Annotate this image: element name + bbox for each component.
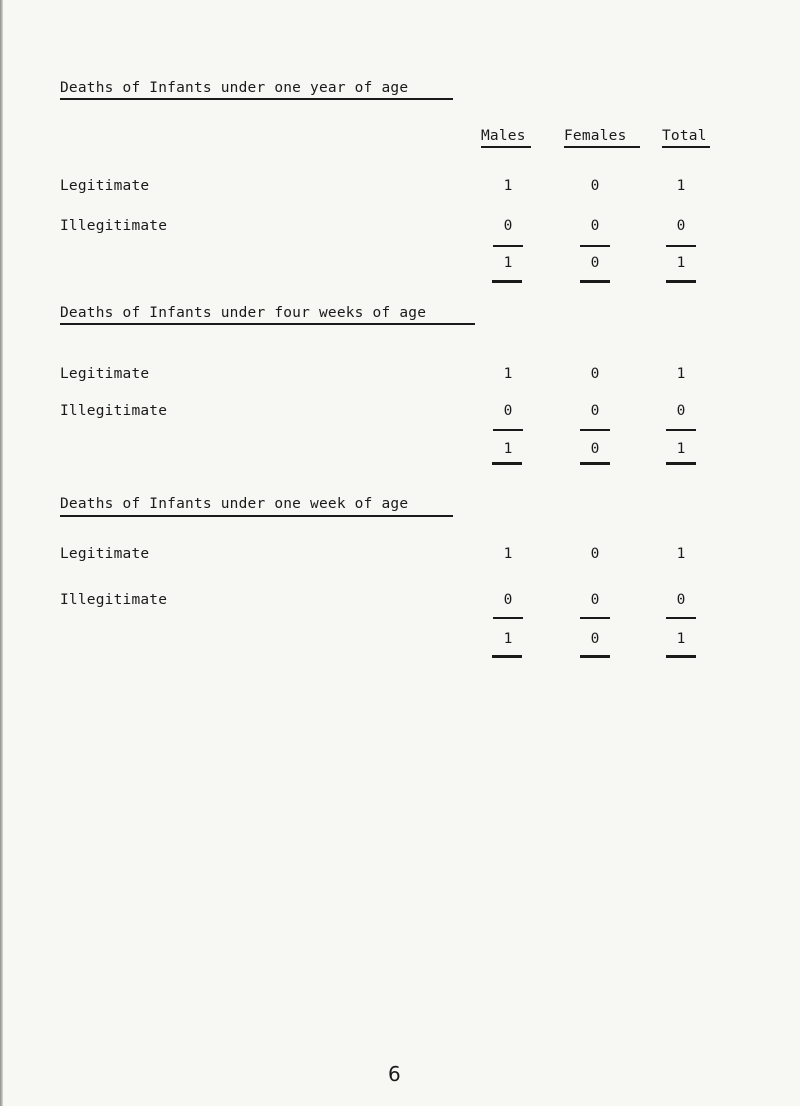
column-header-males: Males (481, 128, 526, 144)
total-rule (666, 462, 696, 465)
row-label: Legitimate (60, 366, 150, 382)
total-value-females: 0 (590, 255, 600, 271)
subtotal-rule (493, 429, 523, 431)
total-value-females: 0 (590, 631, 600, 647)
subtotal-rule (493, 617, 523, 619)
row-value-total: 1 (676, 178, 686, 194)
total-value-total: 1 (676, 441, 686, 457)
total-value-total: 1 (676, 255, 686, 271)
row-value-males: 0 (503, 592, 513, 608)
subtotal-rule (580, 245, 610, 247)
section-title: Deaths of Infants under one year of age (60, 80, 409, 96)
total-rule (666, 280, 696, 283)
row-value-total: 0 (676, 592, 686, 608)
column-header-males-underline (481, 146, 531, 148)
section-title-underline (60, 98, 453, 100)
section-title-underline (60, 515, 453, 517)
row-value-total: 0 (676, 403, 686, 419)
total-rule (580, 462, 610, 465)
total-value-females: 0 (590, 441, 600, 457)
row-value-males: 1 (503, 178, 513, 194)
row-label: Legitimate (60, 546, 150, 562)
row-value-females: 0 (590, 592, 600, 608)
total-value-males: 1 (503, 441, 513, 457)
subtotal-rule (493, 245, 523, 247)
total-value-males: 1 (503, 255, 513, 271)
section-title: Deaths of Infants under four weeks of age (60, 305, 427, 321)
column-header-females-underline (564, 146, 640, 148)
subtotal-rule (666, 429, 696, 431)
row-value-females: 0 (590, 546, 600, 562)
subtotal-rule (580, 429, 610, 431)
row-value-total: 1 (676, 366, 686, 382)
page-number: 6 (388, 1062, 401, 1086)
section-title: Deaths of Infants under one week of age (60, 496, 409, 512)
subtotal-rule (666, 245, 696, 247)
total-value-males: 1 (503, 631, 513, 647)
subtotal-rule (580, 617, 610, 619)
total-rule (492, 655, 522, 658)
column-header-females: Females (564, 128, 627, 144)
row-value-females: 0 (590, 403, 600, 419)
total-rule (580, 655, 610, 658)
row-value-males: 0 (503, 403, 513, 419)
total-rule (666, 655, 696, 658)
column-header-total-underline (662, 146, 710, 148)
row-label: Illegitimate (60, 592, 168, 608)
row-value-males: 1 (503, 546, 513, 562)
row-value-total: 0 (676, 218, 686, 234)
row-value-total: 1 (676, 546, 686, 562)
row-label: Illegitimate (60, 218, 168, 234)
row-value-females: 0 (590, 178, 600, 194)
total-rule (492, 462, 522, 465)
total-rule (580, 280, 610, 283)
column-header-total: Total (662, 128, 707, 144)
subtotal-rule (666, 617, 696, 619)
page-edge (0, 0, 3, 1106)
row-label: Legitimate (60, 178, 150, 194)
total-rule (492, 280, 522, 283)
section-title-underline (60, 323, 475, 325)
row-value-females: 0 (590, 218, 600, 234)
row-value-females: 0 (590, 366, 600, 382)
total-value-total: 1 (676, 631, 686, 647)
row-value-males: 0 (503, 218, 513, 234)
row-value-males: 1 (503, 366, 513, 382)
row-label: Illegitimate (60, 403, 168, 419)
